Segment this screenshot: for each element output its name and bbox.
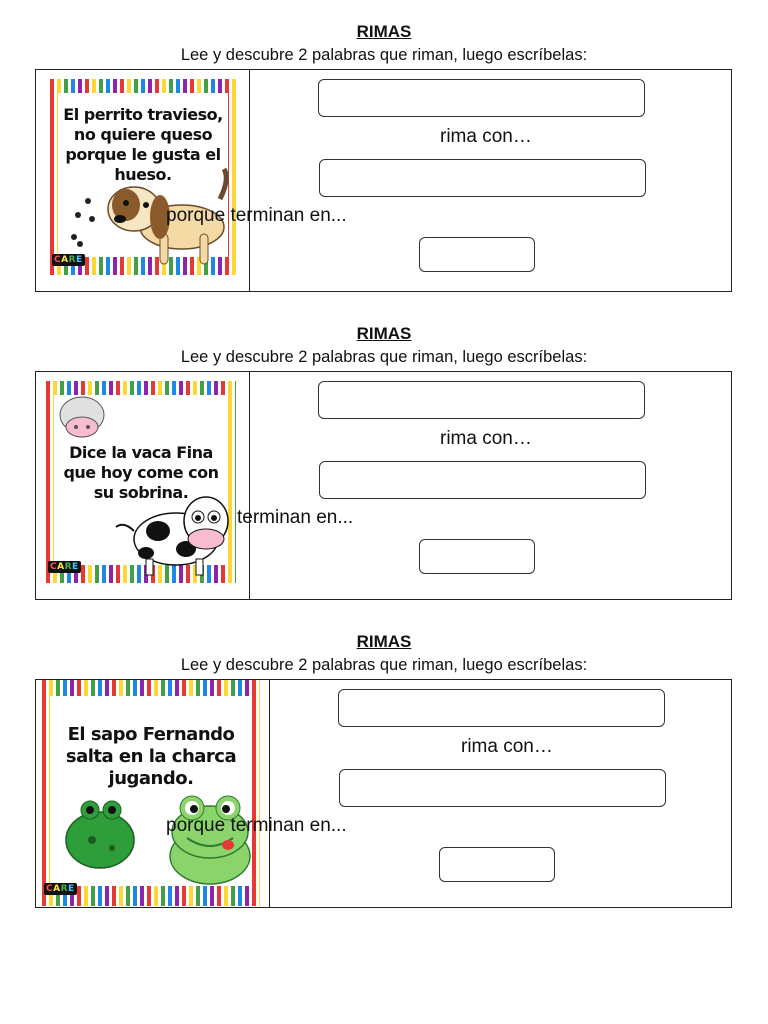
rhymes-with-label: rima con… [461,736,553,757]
card-text-line: salta en la charca [65,746,237,767]
rhymes-with-label: rima con… [440,428,532,449]
ending-label: terminan en... [237,507,354,528]
rhyme-card [42,680,260,906]
care-logo: CARE [54,255,83,265]
section-title: RIMAS [356,632,412,651]
section-title: RIMAS [356,22,412,41]
card-text-line: jugando. [108,768,194,789]
ending-label: porque terminan en... [166,815,347,836]
card-text-line: que hoy come con [63,463,219,482]
instruction-text: Lee y descubre 2 palabras que riman, luego escríbelas: [180,348,588,366]
instruction-text: Lee y descubre 2 palabras que riman, luego escríbelas: [180,656,588,674]
card-text-line: su sobrina. [93,483,189,502]
card-text-line: hueso. [114,165,172,184]
card-text-line: no quiere queso [73,125,213,144]
instruction-text: Lee y descubre 2 palabras que riman, luego escríbelas: [180,46,588,64]
rhymes-with-label: rima con… [440,126,532,147]
card-text-line: El sapo Fernando [67,724,235,745]
section-title: RIMAS [356,324,412,343]
column-divider [269,680,270,907]
ending-input[interactable] [439,847,555,882]
card-text-line: Dice la vaca Fina [69,443,213,462]
ending-label: porque terminan en... [166,205,347,226]
care-logo: CARE [50,562,79,572]
first-word-input[interactable] [338,689,665,727]
care-logo: CARE [46,884,75,894]
card-text-line: porque le gusta el [65,145,221,164]
second-word-input[interactable] [339,769,666,807]
card-text-line: El perrito travieso, [63,105,223,124]
frog-icon [42,680,260,906]
